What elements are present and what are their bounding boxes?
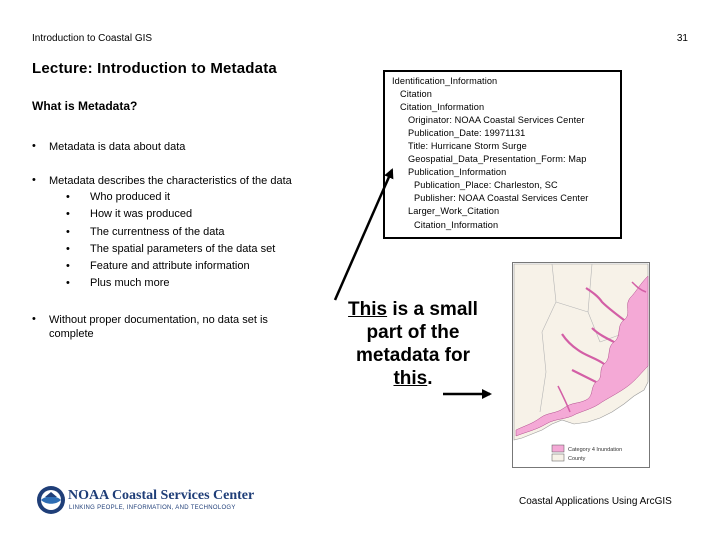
metadata-line: Citation [400,89,432,99]
metadata-line: Larger_Work_Citation [408,206,500,216]
bullet-item: Metadata describes the characteristics of the data [49,175,292,187]
legend-swatch-inundation [552,445,564,452]
sub-bullet-marker: • [66,191,70,203]
metadata-line: Publication_Place: Charleston, SC [414,180,558,190]
bullet-marker: • [32,313,36,325]
sub-bullet-item: The spatial parameters of the data set [90,243,276,255]
metadata-line: Title: Hurricane Storm Surge [408,141,527,151]
metadata-line: Geospatial_Data_Presentation_Form: Map [408,154,587,164]
slide-title: Lecture: Introduction to Metadata [32,60,277,77]
bullet-item: Without proper documentation, no data set is complete [49,314,268,340]
callout-line4-rest: . [427,368,433,389]
org-tagline: LINKING PEOPLE, INFORMATION, AND TECHNOLOGY [69,505,236,511]
storm-surge-map [512,262,650,468]
sub-bullet-item: How it was produced [90,208,193,220]
sub-bullet-marker: • [66,277,70,289]
metadata-line: Publication_Information [408,167,507,177]
metadata-line: Publication_Date: 19971131 [408,128,526,138]
sub-bullet-item: The currentness of the data [90,226,225,238]
sub-bullet-marker: • [66,208,70,220]
callout-this-2: this [393,368,428,389]
metadata-line: Identification_Information [392,76,498,86]
sub-bullet-marker: • [66,226,70,238]
sub-bullet-item: Plus much more [90,277,170,289]
sub-bullet-marker: • [66,243,70,255]
metadata-line: Citation_Information [400,102,485,112]
org-name: NOAA Coastal Services Center [68,488,255,503]
callout-this-1: This [348,299,388,320]
metadata-line: Publisher: NOAA Coastal Services Center [414,193,589,203]
sub-bullet-item: Feature and attribute information [90,260,250,272]
bullet-marker: • [32,140,36,152]
header-course-title: Introduction to Coastal GIS [32,33,153,44]
callout-line1-rest: is a small [387,299,478,320]
page-number: 31 [676,33,688,44]
bullet-item: Metadata is data about data [49,141,186,153]
legend-swatch-county [552,454,564,461]
footer-course-name: Coastal Applications Using ArcGIS [519,496,672,507]
bullet-marker: • [32,174,36,186]
legend-label-county: County [568,456,586,462]
callout-line3: metadata for [355,345,471,366]
legend-label-inundation: Category 4 Inundation [568,447,623,453]
callout-text [323,298,503,390]
sub-bullet-item: Who produced it [90,191,171,203]
slide-subtitle: What is Metadata? [32,99,138,113]
metadata-line: Citation_Information [414,220,499,230]
metadata-line: Originator: NOAA Coastal Services Center [408,115,585,125]
noaa-logo-icon [36,485,66,515]
sub-bullet-marker: • [66,260,70,272]
callout-line2: part of the [366,322,460,343]
arrow-to-metadata [335,170,392,300]
